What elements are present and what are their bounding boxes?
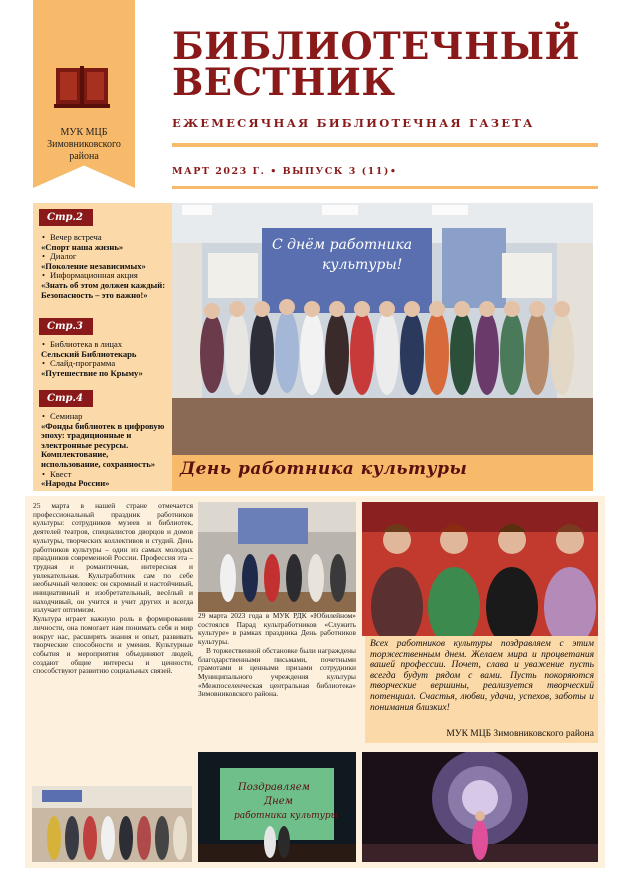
title-line: ВЕСТНИК	[172, 60, 396, 104]
toc-group-page3	[41, 340, 167, 378]
page-label: Стр.4	[39, 390, 93, 407]
toc-item-title: «Фонды библиотек в цифровую эпоху: традиционные и электронные ресурсы. Комплектование, использование, сохранность»	[41, 420, 165, 469]
article-paragraph: 29 марта 2023 года в МУК РДК «Юбилейном» состоялся Парад культработников «Служить культуре» в рамках праздника День работников культуры.	[198, 611, 356, 647]
toc-item-type: • Квест	[41, 470, 167, 480]
stage-text-line: работника культуры	[234, 811, 338, 821]
photo-four-women	[362, 502, 598, 636]
article-paragraph: В торжественной обстановке были награждены благодарственными письмами, почетными грамотами и ценными призами сотрудники Муниципального учреждения культуры «Межпоселенческая центральная библиотека» Зимовниковского района.	[198, 645, 356, 699]
photo-sign-line: С днём работника	[272, 237, 413, 253]
header-divider	[172, 143, 598, 147]
photo-awards-group	[32, 786, 192, 862]
toc-item-title: «Спорт наша жизнь»	[41, 241, 124, 252]
group-photo-illustration	[172, 203, 593, 455]
open-book-icon	[52, 62, 112, 110]
organization-name	[36, 127, 132, 163]
title-line: БИБЛИОТЕЧНЫЙ	[172, 24, 580, 68]
toc-item-title: «Путешествие по Крыму»	[41, 367, 143, 378]
toc-item-type: • Информационная акция	[41, 271, 167, 281]
toc-item-type: • Диалог	[41, 252, 167, 262]
org-line: района	[69, 151, 99, 162]
toc-item-title: Сельский Библиотекарь	[41, 348, 137, 359]
header-divider	[172, 186, 598, 189]
article-column-1	[33, 502, 193, 676]
stage-text-line: Поздравляем	[238, 782, 310, 793]
toc-item-title: «Поколение независимых»	[41, 260, 146, 271]
toc-item-type: • Слайд-программа	[41, 359, 167, 369]
crowd	[200, 299, 574, 395]
page-label: Стр.2	[39, 209, 93, 226]
toc-item-title: «Знать об этом должен каждый: Безопасность – это важно!»	[41, 279, 166, 300]
org-line: Зимовниковского	[47, 139, 121, 150]
photo-sign-line: культуры!	[322, 257, 403, 273]
toc-group-page4	[41, 412, 167, 489]
toc-item-type: • Вечер встреча	[41, 233, 167, 243]
photo-stage-presentation	[198, 752, 356, 862]
article-column-2	[198, 612, 356, 699]
newspaper-title	[172, 24, 612, 104]
org-line: МУК МЦБ	[60, 127, 108, 138]
photo-award-ceremony	[198, 502, 356, 612]
article-paragraph: 25 марта в нашей стране отмечается профессиональный праздник работников культуры: сотрудников музеев и библиотек, деятелей театров, специалистов дворцов и домов культуры, творческих коллективов и студий. День работников культуры – один из самых молодых праздников современной России. Профессия эта – трудная и романтичная, интересная и увлекательная. Культработник сам по себе необычный человек: он скромный и настойчивый, инициативный и изобретательный, весёлый и находчивый, он учится и учит других и всегда излучает оптимизм.	[33, 501, 193, 615]
article-paragraph: Культура играет важную роль в формировании личности, она помогает нам понимать себя и мир вокруг нас, расширять знания и опыт, развивать творческие способности и умения. Культурные события и мероприятия объединяют людей, создают общие интересы и ценности, способствуют развитию социальных связей.	[33, 614, 193, 676]
group-photo-main	[172, 203, 593, 455]
toc-item-type: • Семинар	[41, 412, 167, 422]
photo-stage-singer	[362, 752, 598, 862]
page-label: Стр.3	[39, 318, 93, 335]
photo-caption-text: День работника культуры	[180, 459, 468, 479]
greeting-signature: МУК МЦБ Зимовниковского района	[446, 729, 594, 739]
newspaper-subtitle: ЕЖЕМЕСЯЧНАЯ БИБЛИОТЕЧНАЯ ГАЗЕТА	[172, 116, 535, 130]
greeting-text: Всех работников культуры поздравляем с этим торжественным днем. Желаем мира и процветания вашей профессии. Почет, слава и уважение пусть всегда будут рядом с вами. Пусть покоряются творческие вершины, реализуется творческий потенциал. Счастья, любви, удачи, успехов, заботы и понимания близких!	[370, 639, 594, 713]
contents-sidebar	[33, 203, 172, 491]
issue-info: МАРТ 2023 Г. • ВЫПУСК 3 (11)•	[172, 166, 398, 177]
toc-group-page2	[41, 233, 167, 300]
toc-item-title: «Народы России»	[41, 478, 110, 489]
toc-item-type: • Библиотека в лицах	[41, 340, 167, 350]
stage-text-line: Днем	[264, 796, 293, 807]
